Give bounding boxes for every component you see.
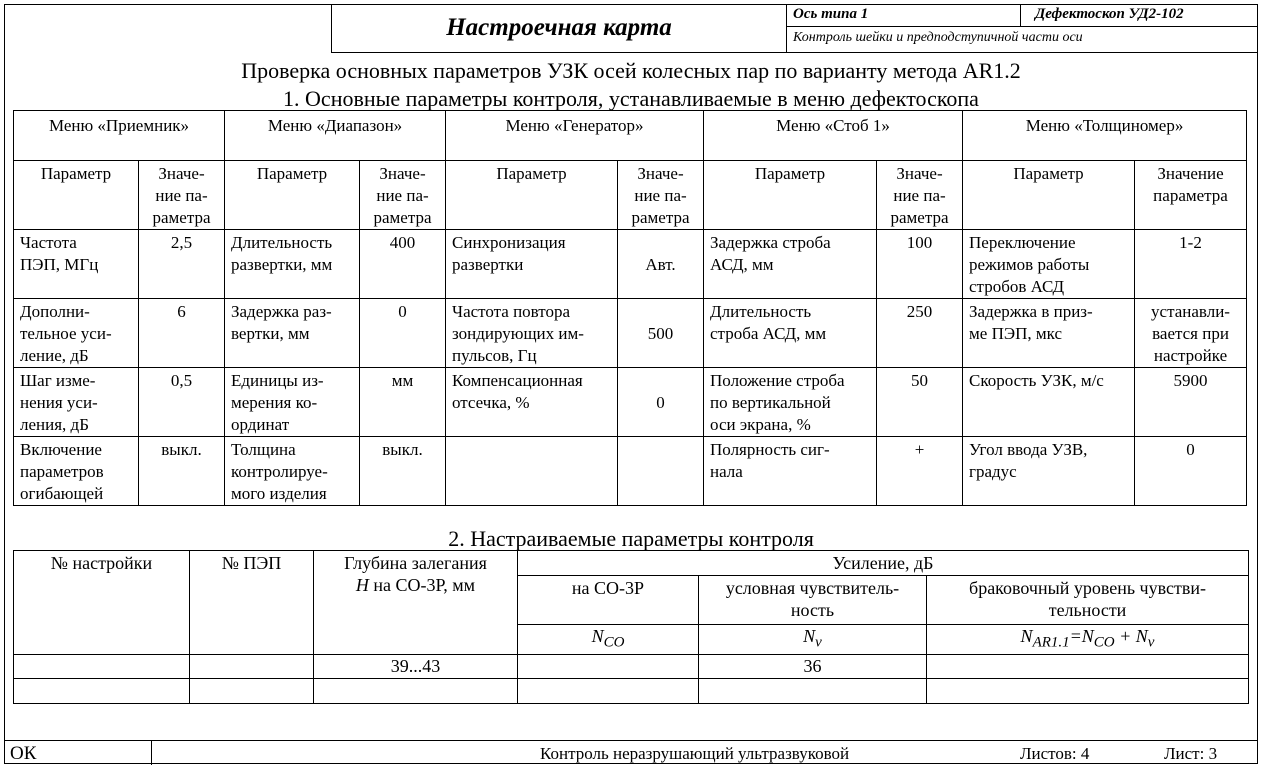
col-param: Параметр	[963, 161, 1135, 230]
col-value: Значе- ние па- раметра	[139, 161, 225, 230]
param-value: 100	[877, 230, 963, 299]
param-value: Авт.	[618, 230, 704, 299]
section2-heading: 2. Настраиваемые параметры контроля	[448, 526, 814, 551]
table-row	[14, 654, 1249, 678]
param-value: 0,5	[139, 368, 225, 437]
table-row	[14, 678, 1249, 703]
param-name: Синхронизация развертки	[446, 230, 618, 299]
param-name: Частота повтора зондирующих им- пульсов, Гц	[446, 299, 618, 368]
param-name: Компенсационная отсечка, %	[446, 368, 618, 437]
param-name: Единицы из- мерения ко- ординат	[225, 368, 360, 437]
footer-sheet-number: Лист: 3	[1164, 744, 1218, 763]
header-info	[786, 4, 1258, 53]
col-param: Параметр	[446, 161, 618, 230]
depth-symbol: H	[355, 575, 369, 595]
depth-value: 39...43	[314, 654, 518, 678]
header-rejection-level: браковочный уровень чувстви- тельности	[927, 576, 1249, 625]
menu-thickness: Меню «Толщиномер»	[963, 111, 1247, 161]
param-name: Угол ввода УЗВ, градус	[963, 437, 1135, 506]
symbol-nco: $N_{CO}$	[518, 625, 699, 655]
column-header-row	[14, 161, 1247, 230]
footer-sheet-count: Листов: 4	[1020, 744, 1090, 763]
param-name: Скорость УЗК, м/с	[963, 368, 1135, 437]
param-value: мм	[360, 368, 446, 437]
param-value: 0	[1135, 437, 1247, 506]
main-heading: Проверка основных параметров УЗК осей колесных пар по варианту метода AR1.2	[241, 58, 1021, 83]
menu-header-row	[14, 111, 1247, 161]
param-value: 5900	[1135, 368, 1247, 437]
param-name: Шаг изме- нения уси- ления, дБ	[14, 368, 139, 437]
param-name: Дополни- тельное уси- ление, дБ	[14, 299, 139, 368]
param-value: 250	[877, 299, 963, 368]
param-name: Включение параметров огибающей	[14, 437, 139, 506]
param-value: 50	[877, 368, 963, 437]
depth-label: Глубина залегания	[344, 553, 487, 573]
param-name: Переключение режимов работы стробов АСД	[963, 230, 1135, 299]
menu-parameters-table	[13, 110, 1247, 506]
param-name: Частота ПЭП, МГц	[14, 230, 139, 299]
col-value: Значение параметра	[1135, 161, 1247, 230]
header-depth	[314, 551, 518, 655]
param-value: выкл.	[360, 437, 446, 506]
header-setting-number: № настройки	[14, 551, 190, 655]
param-value: 0	[360, 299, 446, 368]
col-param: Параметр	[14, 161, 139, 230]
axle-type: Ось типа 1	[793, 6, 869, 22]
param-value: +	[877, 437, 963, 506]
param-value: 6	[139, 299, 225, 368]
footer	[4, 740, 1258, 764]
tuning-parameters-table	[13, 550, 1249, 704]
menu-receiver: Меню «Приемник»	[14, 111, 225, 161]
symbol-rejection-formula: $N_{AR1.1}=N_{CO} + N_v$	[927, 625, 1249, 655]
param-value: 0	[618, 368, 704, 437]
footer-control-type: Контроль неразрушающий ультразвуковой	[540, 744, 850, 763]
param-name	[446, 437, 618, 506]
param-value: 400	[360, 230, 446, 299]
col-param: Параметр	[225, 161, 360, 230]
header-gain: Усиление, дБ	[518, 551, 1249, 576]
header-on-co3r: на СО-3Р	[518, 576, 699, 625]
col-param: Параметр	[704, 161, 877, 230]
param-value: 1-2	[1135, 230, 1247, 299]
table-row	[14, 368, 1247, 437]
header-conditional-sensitivity: условная чувствитель- ность	[699, 576, 927, 625]
col-value: Значе- ние па- раметра	[360, 161, 446, 230]
menu-range: Меню «Диапазон»	[225, 111, 446, 161]
col-value: Значе- ние па- раметра	[618, 161, 704, 230]
detector-model: Дефектоскоп УД2-102	[1020, 4, 1259, 27]
param-name: Полярность сиг- нала	[704, 437, 877, 506]
card-title: Настроечная карта	[331, 4, 786, 53]
depth-unit: на СО-3Р, мм	[368, 575, 476, 595]
param-name: Толщина контролируе- мого изделия	[225, 437, 360, 506]
header-pep-number: № ПЭП	[190, 551, 314, 655]
param-name: Длительность строба АСД, мм	[704, 299, 877, 368]
param-name: Задержка в приз- ме ПЭП, мкс	[963, 299, 1135, 368]
footer-divider	[151, 741, 152, 765]
menu-strobe: Меню «Стоб 1»	[704, 111, 963, 161]
param-name: Задержка раз- вертки, мм	[225, 299, 360, 368]
col-value: Значе- ние па- раметра	[877, 161, 963, 230]
param-value: устанавли- вается при настройке	[1135, 299, 1247, 368]
param-value: выкл.	[139, 437, 225, 506]
table-row	[14, 299, 1247, 368]
param-value	[618, 437, 704, 506]
footer-department: ОК	[10, 743, 37, 764]
menu-generator: Меню «Генератор»	[446, 111, 704, 161]
param-name: Длительность развертки, мм	[225, 230, 360, 299]
table-row	[14, 437, 1247, 506]
control-scope: Контроль шейки и предподступичной части оси	[793, 30, 1083, 45]
param-value: 500	[618, 299, 704, 368]
param-value: 2,5	[139, 230, 225, 299]
param-name: Положение строба по вертикальной оси экрана, %	[704, 368, 877, 437]
param-name: Задержка строба АСД, мм	[704, 230, 877, 299]
section1-heading: 1. Основные параметры контроля, устанавливаемые в меню дефектоскопа	[283, 86, 979, 111]
table-row	[14, 230, 1247, 299]
symbol-nv: $N_v$	[699, 625, 927, 655]
conditional-sensitivity-value: 36	[699, 654, 927, 678]
